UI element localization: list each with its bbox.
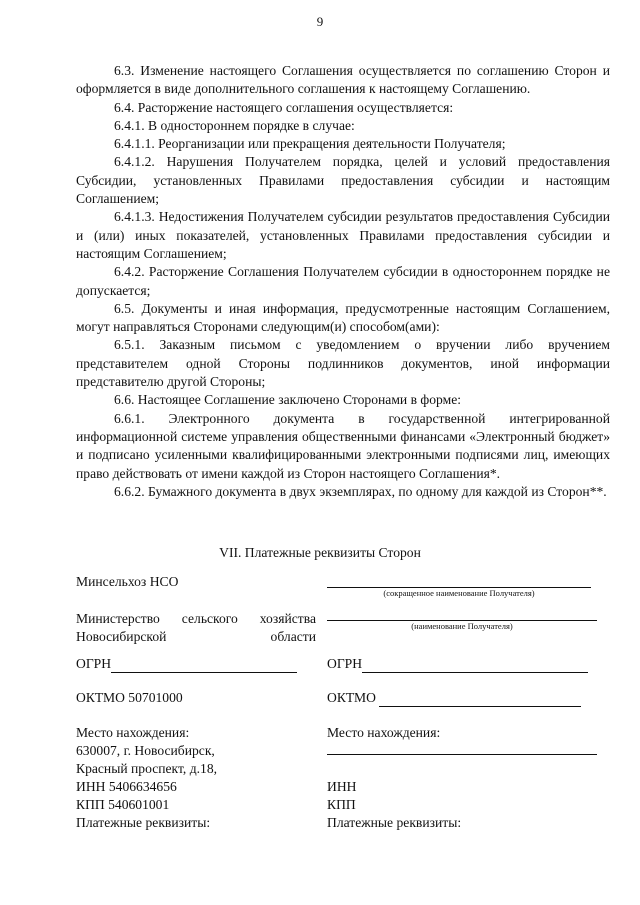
left-location-label: Место нахождения:: [76, 725, 190, 740]
right-location-field-wrap: [327, 742, 597, 755]
left-payment-label: Платежные реквизиты:: [76, 815, 211, 830]
left-inn: ИНН 5406634656: [76, 779, 177, 794]
paragraph-6-5: 6.5. Документы и иная информация, предусмотренные настоящим Соглашением, могут направляться Сторонами следующим(и) способом(ами):: [76, 300, 610, 335]
right-ogrn-field: [362, 658, 588, 673]
left-short-name: Минсельхоз НСО: [76, 574, 179, 589]
left-oktmo: ОКТМО 50701000: [76, 690, 183, 705]
right-location-label: Место нахождения:: [327, 725, 441, 740]
left-address-2: Красный проспект, д.18,: [76, 761, 218, 776]
paragraph-6-5-1: 6.5.1. Заказным письмом с уведомлением о вручении либо вручением представителем одной Стороны подлинников документов, иной информации представителю другой Стороны;: [76, 337, 610, 390]
right-ogrn: [327, 655, 597, 673]
paragraph-6-4-1-2: 6.4.1.2. Нарушения Получателем порядка, целей и условий предоставления Субсидии, установленных Правилами предоставления субсидии и настоящим Соглашением;: [76, 154, 610, 207]
right-oktmo-label: ОКТМО: [327, 690, 376, 705]
right-location-field: [327, 742, 597, 755]
paragraph-6-6: 6.6. Настоящее Соглашение заключено Сторонами в форме:: [114, 392, 462, 408]
agreement-text: [76, 62, 610, 501]
page-number: 9: [316, 14, 324, 29]
right-inn: ИНН: [327, 779, 357, 794]
paragraph-6-6-2: 6.6.2. Бумажного документа в двух экземплярах, по одному для каждой из Сторон**.: [114, 483, 607, 499]
left-kpp: КПП 540601001: [76, 797, 170, 812]
right-ogrn-label: ОГРН: [327, 656, 363, 671]
paragraph-6-4-1-1: 6.4.1.1. Реорганизации или прекращения деятельности Получателя;: [114, 136, 506, 152]
section-title: VII. Платежные реквизиты Сторон: [219, 545, 421, 560]
right-payment-label: Платежные реквизиты:: [327, 815, 462, 830]
left-ogrn: [76, 655, 316, 673]
paragraph-6-3: 6.3. Изменение настоящего Соглашения осуществляется по соглашению Сторон и оформляется в виде дополнительного соглашения к настоящему Соглашению.: [76, 63, 610, 97]
right-kpp: КПП: [327, 797, 356, 812]
right-short-name-field: [327, 571, 591, 588]
left-full-name: Министерство сельского хозяйства Новосибирской области: [76, 611, 316, 645]
paragraph-6-4-2: 6.4.2. Расторжение Соглашения Получателем субсидии в одностороннем порядке не допускается;: [76, 264, 610, 298]
paragraph-6-4-1-3: 6.4.1.3. Недостижения Получателем субсидии результатов предоставления Субсидии и (или) иных показателей, установленных Правилами предоставления субсидии и настоящим Соглашением;: [76, 209, 610, 261]
right-short-name-caption: (сокращенное наименование Получателя): [383, 588, 535, 598]
right-short-name-block: [327, 571, 597, 599]
paragraph-6-4-1: 6.4.1. В одностороннем порядке в случае:: [114, 117, 355, 133]
right-full-name-field: [327, 604, 597, 621]
right-full-name-block: [327, 604, 597, 632]
left-ogrn-field: [111, 658, 297, 673]
right-oktmo: [327, 689, 597, 707]
right-full-name-caption: (наименование Получателя): [411, 621, 513, 631]
left-address-1: 630007, г. Новосибирск,: [76, 743, 215, 758]
right-oktmo-field: [379, 692, 581, 707]
paragraph-6-4: 6.4. Расторжение настоящего соглашения осуществляется:: [114, 99, 454, 115]
paragraph-6-6-1: 6.6.1. Электронного документа в государственной интегрированной информационной системе управления общественными финансами «Электронный бюджет» и подписано усиленными квалифицированными электронными подписями лиц, имеющих право действовать от имени каждой из Сторон настоящего Соглашения*.: [76, 410, 610, 481]
left-ogrn-label: ОГРН: [76, 656, 112, 671]
